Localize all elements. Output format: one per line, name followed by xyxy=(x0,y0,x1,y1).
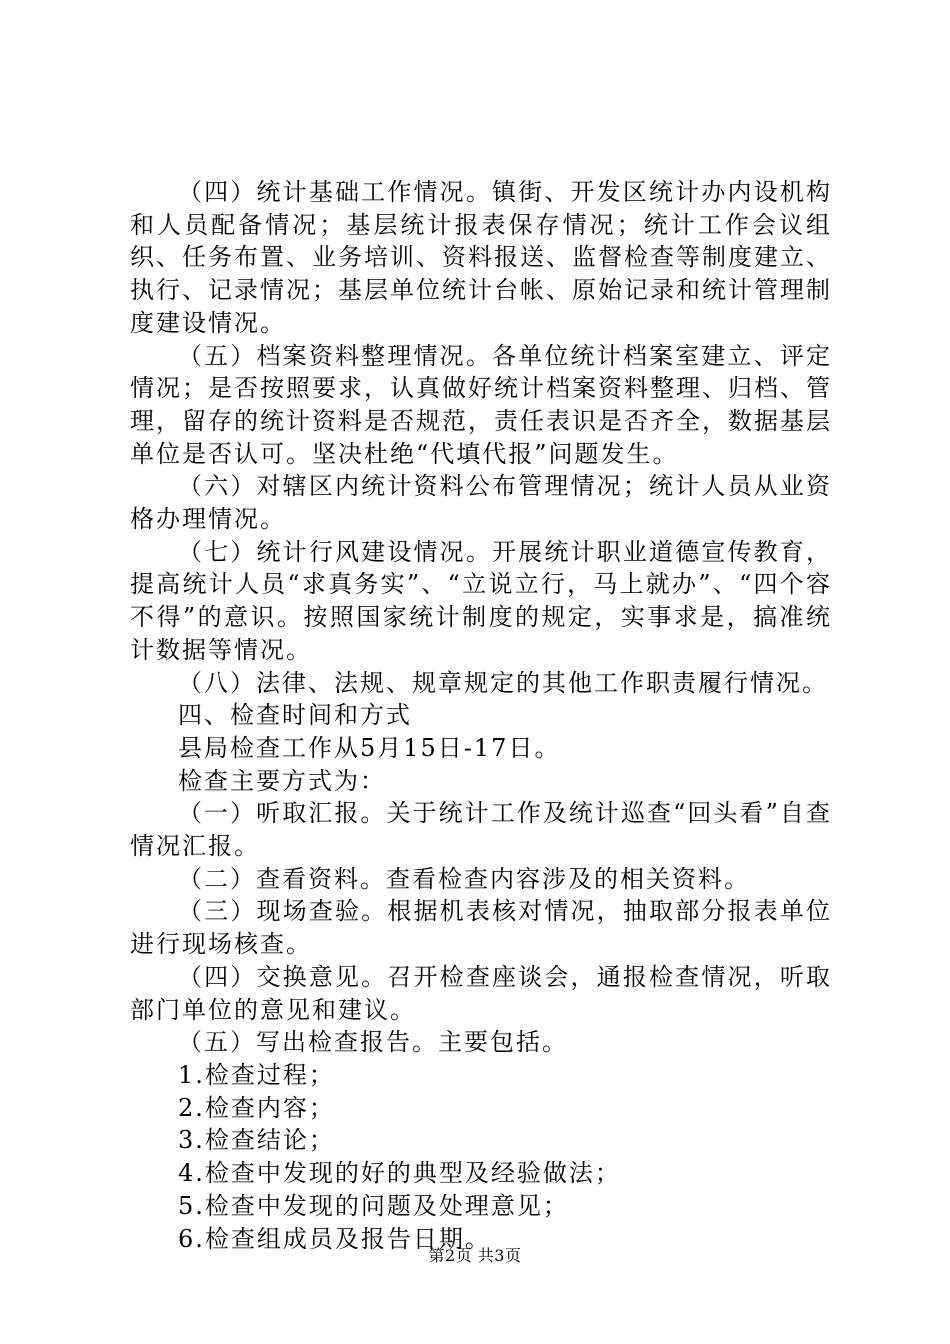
method-item-4: （四）交换意见。召开检查座谈会，通报检查情况，听取部门单位的意见和建议。 xyxy=(130,962,832,1024)
paragraph-section-6: （六）对辖区内统计资料公布管理情况；统计人员从业资格办理情况。 xyxy=(130,472,832,534)
report-item-1: 1.检查过程； xyxy=(178,1060,335,1089)
paragraph-section-8: （八）法律、法规、规章规定的其他工作职责履行情况。 xyxy=(178,668,828,697)
paragraph-section-4: （四）统计基础工作情况。镇街、开发区统计办内设机构和人员配备情况；基层统计报表保存情况；统计工作会议组织、任务布置、业务培训、资料报送、监督检查等制度建立、执行、记录情况；基层单位统计台帐、原始记录和统计管理制度建设情况。 xyxy=(130,178,832,337)
method-item-2: （二）查看资料。查看检查内容涉及的相关资料。 xyxy=(178,864,750,893)
report-item-6: 6.检查组成员及报告日期。 xyxy=(178,1224,491,1253)
paragraph-main-methods: 检查主要方式为： xyxy=(178,766,386,795)
report-item-5: 5.检查中发现的问题及处理意见； xyxy=(178,1191,569,1220)
heading-inspection-time-method: 四、检查时间和方式 xyxy=(178,701,412,730)
method-item-5: （五）写出检查报告。主要包括。 xyxy=(178,1028,568,1057)
report-item-3: 3.检查结论； xyxy=(178,1126,335,1155)
paragraph-inspection-dates: 县局检查工作从5月15日-17日。 xyxy=(178,733,561,762)
method-item-1: （一）听取汇报。关于统计工作及统计巡查“回头看”自查情况汇报。 xyxy=(130,799,832,861)
report-item-4: 4.检查中发现的好的典型及经验做法； xyxy=(178,1159,621,1188)
document-body xyxy=(130,176,832,1255)
paragraph-section-7: （七）统计行风建设情况。开展统计职业道德宣传教育，提高统计人员“求真务实”、“立说立行，马上就办”、“四个容不得”的意识。按照国家统计制度的规定，实事求是，搞准统计数据等情况。 xyxy=(130,537,832,664)
paragraph-section-5: （五）档案资料整理情况。各单位统计档案室建立、评定情况；是否按照要求，认真做好统计档案资料整理、归档、管理，留存的统计资料是否规范，责任表识是否齐全，数据基层单位是否认可。坚决杜绝“代填代报”问题发生。 xyxy=(130,341,832,468)
method-item-3: （三）现场查验。根据机表核对情况，抽取部分报表单位进行现场核查。 xyxy=(130,897,832,959)
report-item-2: 2.检查内容； xyxy=(178,1093,335,1122)
page-footer: 第2页 共3页 xyxy=(428,1246,522,1265)
